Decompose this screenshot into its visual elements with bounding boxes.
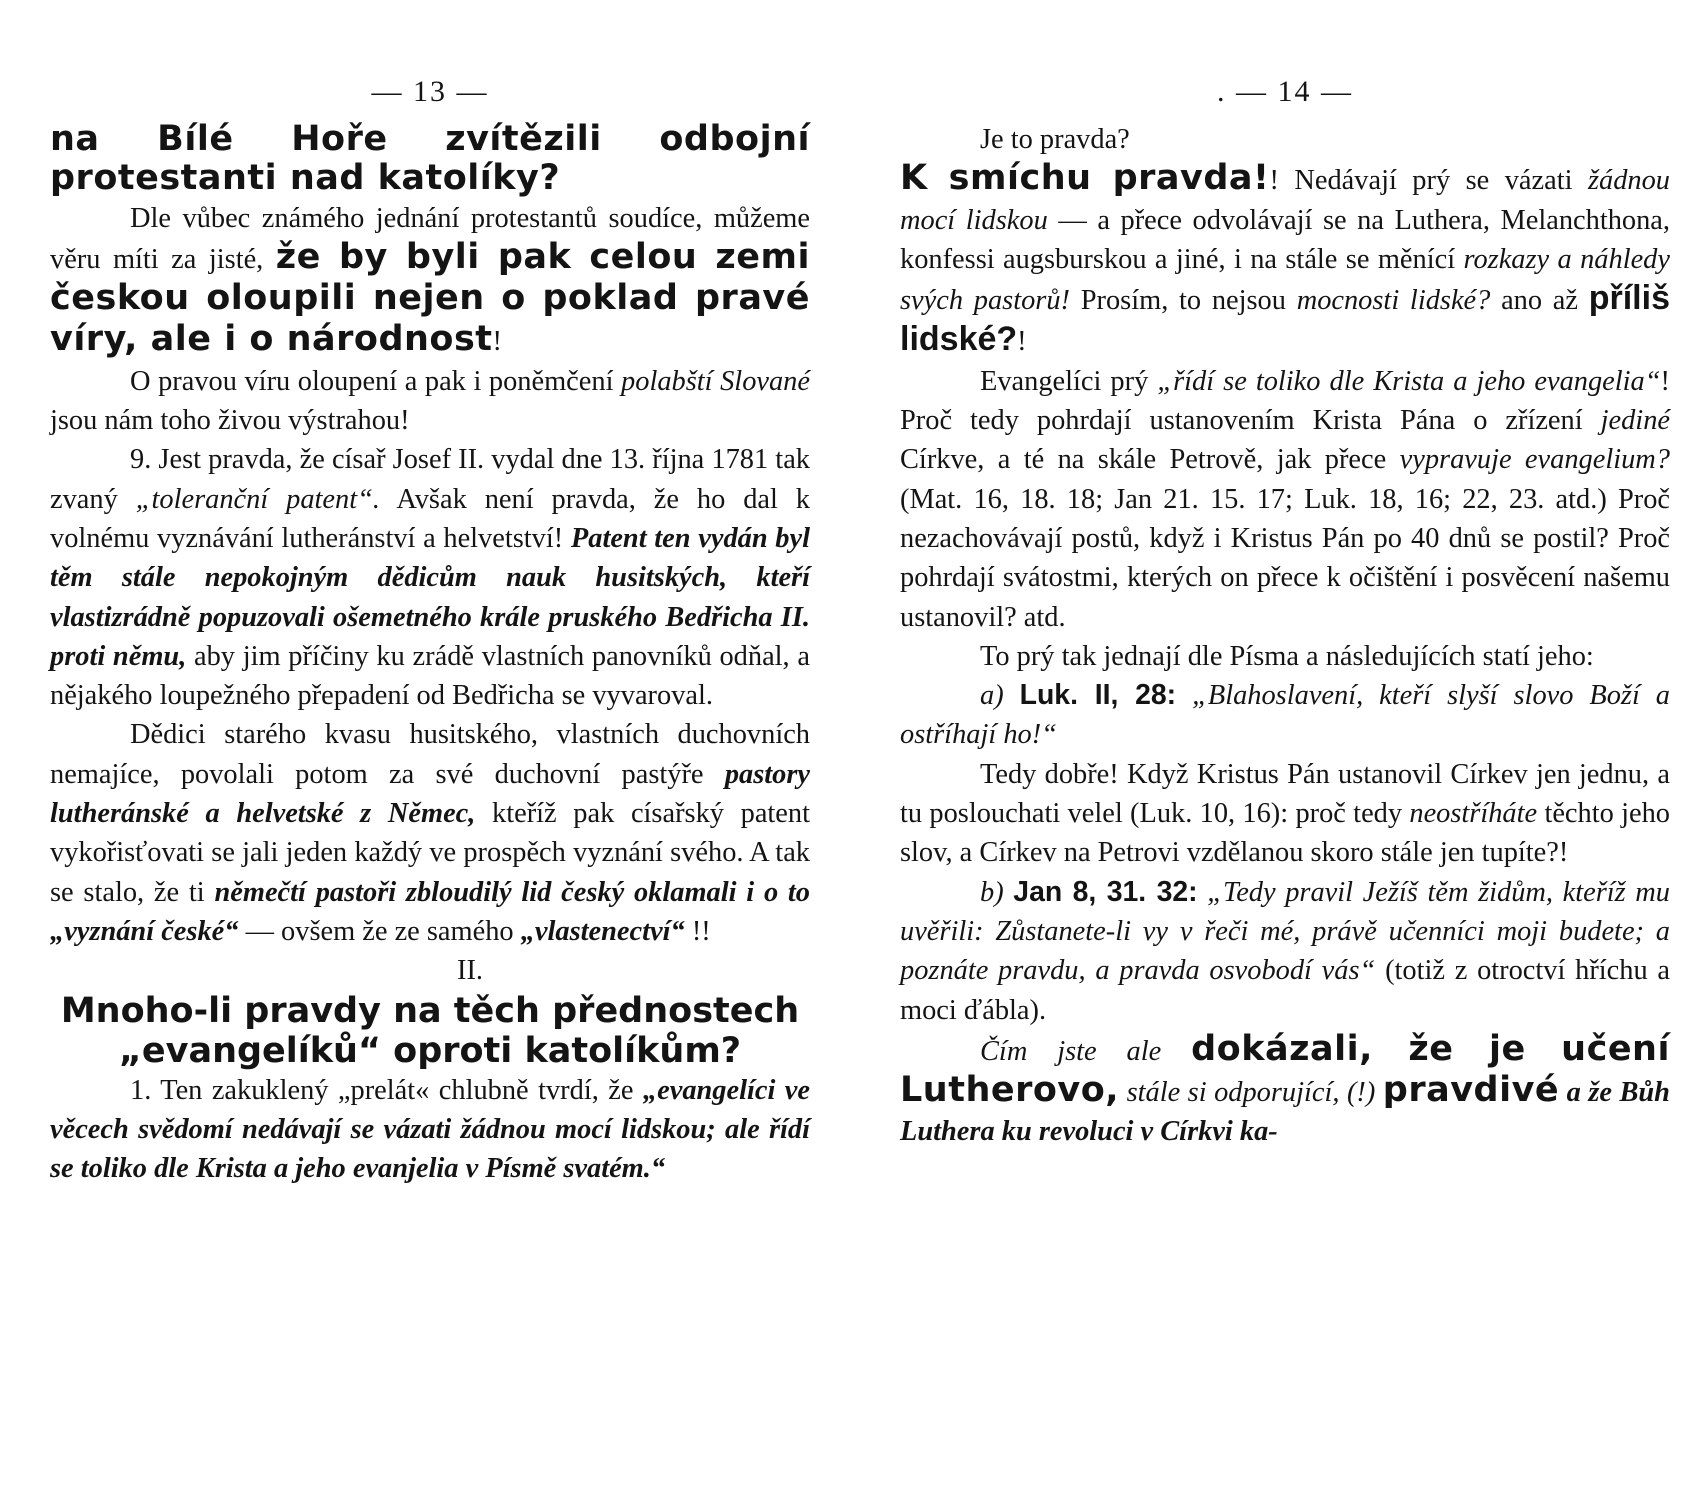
text-run: ! Proč tedy pohrdají ustanovením Krista Pána o zřízení [900, 365, 1670, 437]
paragraph [50, 199, 810, 362]
text-run: Tedy dobře! Když Kristus Pán ustanovil Církev jen jednu, a tu poslouchati velel (Luk. 10, 16): proč tedy [900, 758, 1670, 830]
page-number: . — 14 — [1217, 75, 1353, 108]
italic-text: Čím jste ale [980, 1035, 1162, 1067]
page-text [50, 120, 810, 1188]
text-run: jsou nám toho živou výstrahou! [50, 405, 410, 437]
text-run: — a přece odvolávají se na Luthera, Melanchthona, konfessi augsburskou a jiné, i na stále se měnící [900, 204, 1670, 275]
italic-text: vypravuje evangelium? [1399, 444, 1670, 476]
italic-text: b) [980, 876, 1004, 908]
paragraph [900, 362, 1670, 637]
bold-text: pravdivé [1382, 1070, 1560, 1111]
italic-text: „Tedy pravil Ježíš těm židům, kteříž mu uvěřili: Zůstanete-li vy v řeči mé, právě učenníci moji budete; a poznáte pravdu, a pravda osvobodí vás“ [900, 876, 1670, 987]
section-heading: Mnoho-li pravdy na těch přednostech „evangelíků“ oproti katolíkům? [60, 990, 800, 1071]
italic-text: „řídí se toliko dle Krista a jeho evangelia“ [1157, 365, 1661, 397]
scripture-reference: Jan 8, 31. 32: [1013, 875, 1198, 908]
text-run: Avšak není pravda, že ho dal k volnému vyznávání lutheránství a helvetství! [50, 483, 810, 554]
text-run: Církve, a té na skále Petrově, jak přece [900, 444, 1387, 476]
italic-text: polabští Slované [621, 365, 810, 397]
paragraph [900, 120, 1670, 159]
text-run: ! Nedávají prý se vázati [1269, 165, 1573, 197]
text-run: 1. Ten zakuklený „prelát« chlubně tvrdí, že [130, 1074, 634, 1106]
text-run: ! [492, 326, 502, 358]
text-run: Prosím, to nejsou [1080, 285, 1286, 317]
section-number: II. [456, 955, 483, 987]
scripture-reference: Luk. II, 28: [1019, 679, 1177, 712]
page-right [900, 0, 1670, 1500]
text-run: 9. Jest pravda, že císař Josef II. vydal dne 13. října 1781 tak zvaný [50, 444, 810, 515]
bold-text: K smíchu pravda! [900, 158, 1270, 199]
italic-text: rozkazy a náhledy svých pastorů! [900, 243, 1670, 317]
bold-text: že by byli pak celou zemi českou oloupili nejen o poklad pravé víry, ale i o národnost [50, 236, 810, 360]
bold-italic-text: „vlastenectví“ [520, 915, 685, 947]
bold-italic-text: němečtí pastoři zbloudilý lid český oklamali i o to „vyznání české“ [50, 876, 810, 947]
paragraph [50, 362, 810, 441]
bold-italic-text: „evangelíci ve věcech svědomí nedávají se vázati žádnou mocí lidskou; ale řídí se toliko dle Krista a jeho evanjelia v Písmě svatém.“ [50, 1074, 811, 1185]
page-number: — 13 — [371, 75, 489, 108]
italic-text: stále si odporující, (!) [1126, 1077, 1376, 1109]
paragraph [900, 755, 1670, 873]
text-run: Evangelíci prý [980, 365, 1149, 397]
paragraph [900, 676, 1670, 755]
paragraph [900, 1030, 1670, 1152]
italic-text: mocnosti lidské? [1296, 285, 1491, 317]
page-left [50, 0, 810, 1500]
italic-text: žádnou mocí lidskou [900, 165, 1670, 236]
text-run: těchto jeho slov, a Církev na Petrovi vzdělanou skoro stále jen tupíte?! [900, 798, 1670, 869]
text-run: Dědici starého kvasu husitského, vlastních duchovních nemajíce, povolali potom za své duchovní pastýře [50, 719, 810, 790]
title-line: na Bílé Hoře zvítězili odbojní protestanti nad katolíky? [50, 119, 810, 199]
text-run: To prý tak jednají dle Písma a následujících statí jeho: [980, 640, 1594, 672]
text-run: kteříž pak císařský patent vykořisťovati se jali jeden každý ve prospěch vyznání svého. A tak se stalo, že ti [50, 798, 810, 908]
paragraph [50, 715, 810, 951]
text-run: Je to pravda? [980, 124, 1130, 155]
page-text [900, 120, 1670, 1152]
italic-text: a) [980, 680, 1004, 712]
text-run: Dle vůbec známého jednání protestantů soudíce, můžeme věru míti za jisté, [50, 202, 810, 275]
bold-italic-text: pastory lutheránské a helvetské z Němec, [50, 758, 810, 830]
text-run: ! [1017, 326, 1027, 358]
text-run: O pravou víru oloupení a pak i poněmčení [130, 365, 614, 397]
italic-text: „toleranční patent“. [135, 483, 380, 515]
paragraph [900, 159, 1670, 361]
text-run: ano až [1501, 285, 1578, 317]
italic-text: neostříháte [1409, 798, 1538, 830]
text-run: !! [691, 915, 711, 947]
paragraph [900, 873, 1670, 1030]
paragraph [50, 440, 810, 715]
text-run: aby jim příčiny ku zrádě vlastních panovníků odňal, a nějakého loupežného přepadení od Bedřicha se vyvaroval. [50, 640, 810, 712]
paragraph [900, 637, 1670, 676]
italic-text: „Blahoslavení, kteří slyší slovo Boží a ostříhají ho!“ [900, 680, 1670, 751]
bold-text: příliš lidské? [900, 279, 1670, 359]
bold-italic-text: a že Bůh Luthera ku revoluci v Církvi ka- [900, 1077, 1670, 1148]
text-run: (totiž z otroctví hříchu a moci ďábla). [900, 955, 1670, 1026]
italic-text: jediné [1600, 405, 1670, 437]
text-run: — ovšem že ze samého [245, 915, 514, 947]
paragraph [50, 1071, 810, 1189]
bold-italic-text: Patent ten vydán byl těm stále nepokojným dědicům nauk husitských, kteří vlastizrádně popuzovali ošemetného krále pruského Bedřicha II. proti němu, [50, 522, 810, 672]
text-run: (Mat. 16, 18. 18; Jan 21. 15. 17; Luk. 18, 16; 22, 23. atd.) Proč nezachovávají postů, když i Kristus Pán po 40 dnů se postil? Proč pohrdají svátostmi, kterých on přece k očištění i posvěcení našemu ustanovil? atd. [900, 483, 1670, 633]
bold-text: dokázali, že je učení Lutherovo, [900, 1028, 1670, 1111]
